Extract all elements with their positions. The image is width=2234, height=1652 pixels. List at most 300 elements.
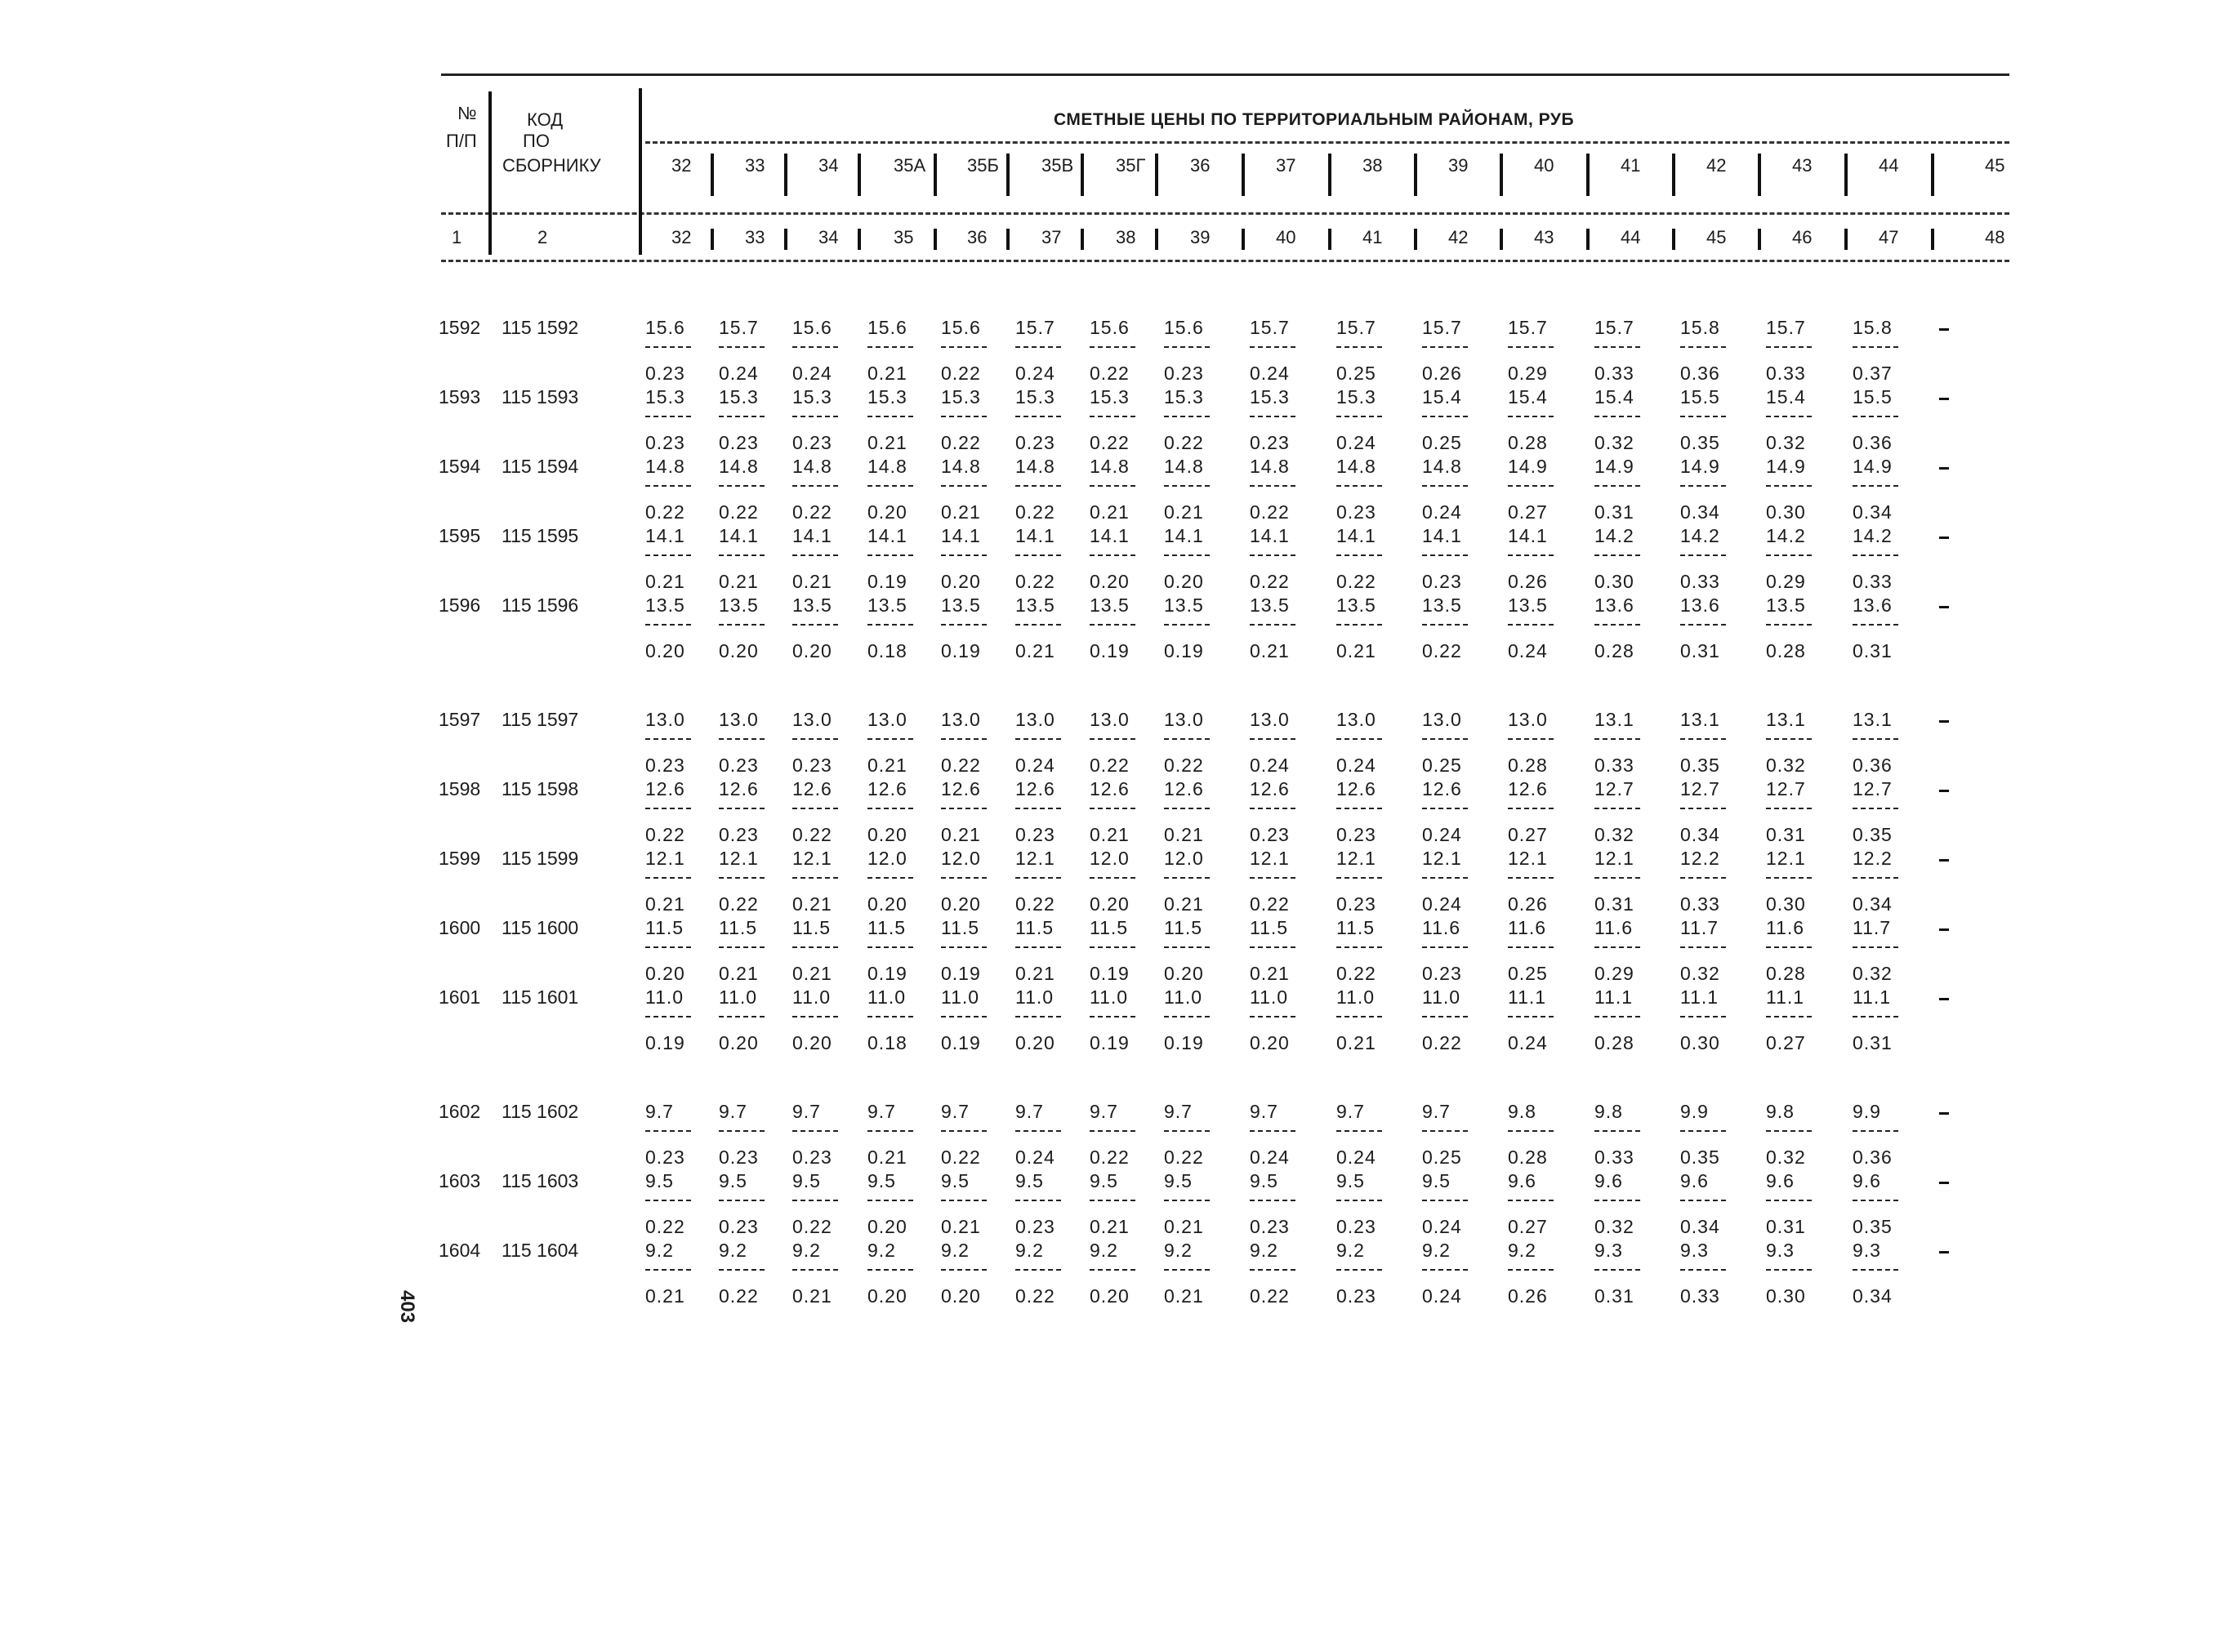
header-divider: [1931, 178, 1934, 196]
transport-value: 0.22: [941, 1147, 981, 1168]
price-value: 9.6: [1680, 1170, 1709, 1191]
transport-value: 0.33: [1680, 1285, 1720, 1307]
fraction-line: [1090, 738, 1135, 740]
empty-cell-dash: [1939, 398, 1949, 400]
transport-value: 0.23: [645, 755, 685, 776]
price-value: 11.1: [1508, 986, 1547, 1008]
fraction-line: [1853, 416, 1898, 417]
col-number: 41: [1362, 227, 1383, 247]
fraction-line: [1090, 346, 1135, 348]
transport-value: 0.21: [1015, 640, 1055, 661]
fraction-line: [1164, 877, 1210, 879]
transport-value: 0.24: [1422, 824, 1462, 845]
transport-value: 0.21: [792, 963, 832, 984]
fraction-line: [1853, 485, 1898, 487]
row-code: 115 1594: [502, 456, 579, 477]
transport-value: 0.32: [1766, 432, 1806, 453]
price-value: 15.8: [1853, 317, 1893, 338]
price-value: 14.1: [867, 525, 907, 546]
fraction-line: [645, 1130, 691, 1132]
fraction-line: [1015, 485, 1061, 487]
price-value: 9.5: [1250, 1170, 1278, 1191]
fraction-line: [1336, 1269, 1382, 1271]
transport-value: 0.35: [1680, 432, 1720, 453]
transport-value: 0.20: [941, 893, 981, 915]
transport-value: 0.20: [719, 1032, 759, 1053]
fraction-line: [1090, 1016, 1135, 1017]
header-divider: [1844, 178, 1848, 196]
price-value: 14.9: [1508, 456, 1548, 477]
transport-value: 0.22: [1250, 1285, 1290, 1307]
transport-value: 0.21: [719, 963, 759, 984]
header-divider: [784, 178, 787, 196]
fraction-line: [1766, 554, 1812, 556]
price-value: 13.0: [1015, 709, 1055, 730]
price-value: 14.2: [1766, 525, 1806, 546]
price-value: 9.5: [1164, 1170, 1193, 1191]
transport-value: 0.22: [1090, 363, 1130, 384]
region-label: 38: [1362, 155, 1383, 176]
price-value: 13.5: [1015, 594, 1055, 616]
transport-value: 0.24: [1250, 363, 1290, 384]
fraction-line: [719, 738, 765, 740]
price-value: 15.3: [719, 386, 759, 407]
header-divider: [1931, 229, 1934, 250]
header-mid-rule: [441, 212, 2009, 215]
transport-value: 0.23: [645, 1147, 685, 1168]
transport-value: 0.21: [1164, 501, 1204, 523]
fraction-line: [1336, 808, 1382, 809]
row-code: 115 1597: [502, 709, 579, 730]
price-value: 11.5: [1250, 917, 1289, 938]
fraction-line: [719, 485, 765, 487]
fraction-line: [792, 554, 838, 556]
price-value: 14.1: [792, 525, 832, 546]
col-number: 44: [1621, 227, 1641, 247]
price-value: 12.1: [1015, 848, 1055, 869]
empty-cell-dash: [1939, 1251, 1949, 1253]
transport-value: 0.36: [1853, 755, 1893, 776]
price-value: 15.3: [1336, 386, 1376, 407]
fraction-line: [867, 1269, 913, 1271]
row-number: 1597: [439, 709, 481, 730]
price-value: 12.6: [792, 778, 832, 799]
price-value: 9.7: [1090, 1101, 1118, 1122]
price-value: 9.8: [1594, 1101, 1623, 1122]
price-value: 14.2: [1680, 525, 1720, 546]
transport-value: 0.21: [1164, 1285, 1204, 1307]
price-value: 13.1: [1594, 709, 1634, 730]
col-number: 46: [1792, 227, 1813, 247]
fraction-line: [1250, 554, 1295, 556]
fraction-line: [792, 877, 838, 879]
transport-value: 0.31: [1594, 501, 1634, 523]
transport-value: 0.33: [1594, 755, 1634, 776]
price-value: 9.7: [1336, 1101, 1365, 1122]
price-value: 9.5: [1422, 1170, 1451, 1191]
price-value: 9.2: [792, 1240, 821, 1261]
fraction-line: [941, 1130, 987, 1132]
col-number: 36: [967, 227, 988, 247]
header-divider: [858, 154, 861, 178]
transport-value: 0.23: [1250, 824, 1290, 845]
fraction-line: [792, 485, 838, 487]
transport-value: 0.20: [1090, 1285, 1130, 1307]
price-value: 11.6: [1422, 917, 1461, 938]
fraction-line: [1250, 485, 1295, 487]
header-divider: [858, 229, 861, 250]
price-value: 13.0: [645, 709, 685, 730]
header-divider: [1500, 154, 1503, 178]
fraction-line: [792, 1200, 838, 1201]
price-value: 14.8: [941, 456, 981, 477]
transport-value: 0.23: [1422, 963, 1462, 984]
fraction-line: [792, 1016, 838, 1017]
transport-value: 0.22: [941, 755, 981, 776]
fraction-line: [1250, 416, 1295, 417]
transport-value: 0.24: [1250, 755, 1290, 776]
transport-value: 0.32: [1594, 1216, 1634, 1237]
price-value: 12.0: [1164, 848, 1204, 869]
transport-value: 0.26: [1508, 1285, 1548, 1307]
transport-value: 0.24: [1422, 501, 1462, 523]
price-value: 13.6: [1680, 594, 1720, 616]
transport-value: 0.36: [1853, 432, 1893, 453]
price-value: 9.5: [792, 1170, 821, 1191]
transport-value: 0.32: [1766, 755, 1806, 776]
transport-value: 0.21: [792, 893, 832, 915]
header-divider: [1414, 229, 1417, 250]
fraction-line: [1090, 1130, 1135, 1132]
empty-cell-dash: [1939, 537, 1949, 539]
fraction-line: [1680, 877, 1726, 879]
empty-cell-dash: [1939, 859, 1949, 862]
transport-value: 0.20: [1090, 893, 1130, 915]
price-value: 12.1: [1250, 848, 1290, 869]
fraction-line: [1508, 738, 1554, 740]
price-value: 14.1: [941, 525, 981, 546]
fraction-line: [719, 554, 765, 556]
page-number: 403: [396, 1289, 419, 1324]
price-value: 13.5: [1422, 594, 1462, 616]
col-number: 34: [818, 227, 839, 247]
header-divider: [934, 178, 937, 196]
fraction-line: [1508, 946, 1554, 948]
fraction-line: [1422, 1130, 1468, 1132]
transport-value: 0.22: [719, 1285, 759, 1307]
fraction-line: [867, 738, 913, 740]
fraction-line: [1594, 1130, 1640, 1132]
transport-value: 0.24: [1250, 1147, 1290, 1168]
transport-value: 0.21: [792, 571, 832, 592]
fraction-line: [1766, 1269, 1812, 1271]
transport-value: 0.20: [1164, 963, 1204, 984]
page-title: СМЕТНЫЕ ЦЕНЫ ПО ТЕРРИТОРИАЛЬНЫМ РАЙОНАМ, РУБ: [1054, 110, 1575, 129]
transport-value: 0.23: [1015, 1216, 1055, 1237]
price-value: 9.3: [1766, 1240, 1795, 1261]
fraction-line: [1250, 946, 1295, 948]
region-label: 35В: [1041, 155, 1074, 176]
header-divider: [1006, 229, 1010, 250]
fraction-line: [1594, 1016, 1640, 1017]
price-value: 9.7: [1422, 1101, 1451, 1122]
fraction-line: [1336, 624, 1382, 626]
transport-value: 0.23: [719, 755, 759, 776]
fraction-line: [1164, 1269, 1210, 1271]
fraction-line: [1853, 624, 1898, 626]
fraction-line: [645, 946, 691, 948]
price-value: 11.1: [1766, 986, 1805, 1008]
row-code: 115 1598: [502, 778, 579, 799]
transport-value: 0.20: [941, 571, 981, 592]
empty-cell-dash: [1939, 1182, 1949, 1184]
fraction-line: [867, 346, 913, 348]
transport-value: 0.22: [1336, 571, 1376, 592]
fraction-line: [719, 1130, 765, 1132]
fraction-line: [1594, 1269, 1640, 1271]
fraction-line: [1508, 554, 1554, 556]
fraction-line: [645, 624, 691, 626]
row-number: 1602: [439, 1101, 481, 1122]
transport-value: 0.33: [1680, 893, 1720, 915]
fraction-line: [1680, 946, 1726, 948]
price-value: 9.9: [1680, 1101, 1709, 1122]
price-value: 12.1: [645, 848, 685, 869]
region-label: 40: [1534, 155, 1554, 176]
fraction-line: [792, 1130, 838, 1132]
transport-value: 0.18: [867, 1032, 907, 1053]
fraction-line: [1680, 554, 1726, 556]
row-number: 1601: [439, 986, 481, 1008]
region-label: 42: [1706, 155, 1727, 176]
transport-value: 0.23: [1336, 1216, 1376, 1237]
price-value: 13.5: [1508, 594, 1548, 616]
price-value: 11.6: [1508, 917, 1547, 938]
transport-value: 0.20: [867, 893, 907, 915]
fraction-line: [1422, 877, 1468, 879]
fraction-line: [719, 877, 765, 879]
col-num-label: №: [457, 103, 477, 123]
fraction-line: [1422, 416, 1468, 417]
transport-value: 0.19: [867, 963, 907, 984]
fraction-line: [645, 877, 691, 879]
price-value: 12.6: [1336, 778, 1376, 799]
fraction-line: [1422, 624, 1468, 626]
fraction-line: [1164, 624, 1210, 626]
fraction-line: [1680, 346, 1726, 348]
transport-value: 0.22: [1250, 571, 1290, 592]
transport-value: 0.29: [1508, 363, 1548, 384]
transport-value: 0.22: [1250, 893, 1290, 915]
price-value: 9.2: [1090, 1240, 1118, 1261]
transport-value: 0.28: [1766, 640, 1806, 661]
fraction-line: [867, 554, 913, 556]
transport-value: 0.20: [792, 640, 832, 661]
transport-value: 0.23: [792, 432, 832, 453]
transport-value: 0.22: [719, 893, 759, 915]
transport-value: 0.20: [867, 824, 907, 845]
price-value: 13.5: [867, 594, 907, 616]
transport-value: 0.27: [1508, 1216, 1548, 1237]
transport-value: 0.33: [1853, 571, 1893, 592]
fraction-line: [645, 346, 691, 348]
price-value: 12.1: [1508, 848, 1548, 869]
header-divider: [858, 178, 861, 196]
price-value: 14.1: [1422, 525, 1462, 546]
fraction-line: [645, 554, 691, 556]
fraction-line: [792, 416, 838, 417]
transport-value: 0.31: [1594, 1285, 1634, 1307]
price-value: 12.2: [1853, 848, 1893, 869]
fraction-line: [1090, 877, 1135, 879]
price-value: 11.5: [867, 917, 907, 938]
fraction-line: [1015, 738, 1061, 740]
fraction-line: [1164, 485, 1210, 487]
price-value: 13.0: [1336, 709, 1376, 730]
fraction-line: [1015, 946, 1061, 948]
fraction-line: [1422, 485, 1468, 487]
row-number: 1599: [439, 848, 481, 869]
row-number: 1594: [439, 456, 481, 477]
transport-value: 0.22: [1164, 755, 1204, 776]
header-divider: [1844, 229, 1848, 250]
price-value: 11.0: [1164, 986, 1203, 1008]
row-number: 1592: [439, 317, 481, 338]
transport-value: 0.19: [1090, 963, 1130, 984]
price-value: 13.0: [941, 709, 981, 730]
fraction-line: [1090, 946, 1135, 948]
row-code: 115 1604: [502, 1240, 579, 1261]
fraction-line: [1336, 946, 1382, 948]
empty-cell-dash: [1939, 790, 1949, 792]
region-label: 32: [671, 155, 692, 176]
transport-value: 0.35: [1853, 1216, 1893, 1237]
price-value: 13.0: [1508, 709, 1548, 730]
price-value: 15.3: [1250, 386, 1290, 407]
fraction-line: [1766, 624, 1812, 626]
top-rule: [441, 73, 2009, 76]
transport-value: 0.30: [1766, 501, 1806, 523]
fraction-line: [1164, 554, 1210, 556]
transport-value: 0.21: [1164, 824, 1204, 845]
fraction-line: [1680, 485, 1726, 487]
transport-value: 0.22: [645, 824, 685, 845]
region-label: 35Б: [967, 155, 999, 176]
fraction-line: [1508, 877, 1554, 879]
price-value: 15.4: [1508, 386, 1548, 407]
price-value: 9.2: [1250, 1240, 1278, 1261]
price-value: 15.6: [867, 317, 907, 338]
transport-value: 0.28: [1508, 755, 1548, 776]
fraction-line: [867, 416, 913, 417]
fraction-line: [1853, 946, 1898, 948]
region-label: 45: [1985, 155, 2005, 176]
transport-value: 0.21: [645, 893, 685, 915]
price-value: 11.6: [1594, 917, 1634, 938]
empty-cell-dash: [1939, 1112, 1949, 1115]
fraction-line: [1336, 346, 1382, 348]
transport-value: 0.21: [1250, 963, 1290, 984]
price-value: 13.5: [1250, 594, 1290, 616]
price-value: 9.2: [1015, 1240, 1044, 1261]
transport-value: 0.20: [1250, 1032, 1290, 1053]
region-label: 33: [745, 155, 765, 176]
price-value: 9.2: [719, 1240, 747, 1261]
price-value: 11.5: [1164, 917, 1203, 938]
price-value: 13.0: [1090, 709, 1130, 730]
col-number: 39: [1190, 227, 1211, 247]
price-value: 14.1: [1250, 525, 1290, 546]
col-number: 33: [745, 227, 765, 247]
price-value: 9.6: [1594, 1170, 1623, 1191]
transport-value: 0.36: [1853, 1147, 1893, 1168]
fraction-line: [1766, 485, 1812, 487]
price-value: 11.0: [1250, 986, 1289, 1008]
price-value: 14.8: [867, 456, 907, 477]
transport-value: 0.23: [1015, 824, 1055, 845]
header-divider: [1328, 178, 1331, 196]
col-code-label-2: ПО: [523, 131, 550, 151]
price-value: 9.7: [941, 1101, 970, 1122]
price-value: 11.5: [1015, 917, 1055, 938]
header-divider: [1155, 178, 1158, 196]
price-value: 12.6: [1015, 778, 1055, 799]
transport-value: 0.28: [1594, 640, 1634, 661]
col-code-label: КОД: [527, 109, 564, 130]
fraction-line: [1250, 1269, 1295, 1271]
col-number: 43: [1534, 227, 1554, 247]
price-value: 11.0: [1336, 986, 1376, 1008]
transport-value: 0.21: [941, 824, 981, 845]
fraction-line: [719, 416, 765, 417]
price-value: 15.6: [792, 317, 832, 338]
col-number-1: 1: [452, 227, 462, 247]
col-number: 37: [1041, 227, 1062, 247]
price-value: 15.7: [1250, 317, 1290, 338]
header-divider: [711, 154, 714, 178]
transport-value: 0.19: [867, 571, 907, 592]
header-divider: [1414, 178, 1417, 196]
fraction-line: [719, 346, 765, 348]
transport-value: 0.21: [1015, 963, 1055, 984]
fraction-line: [645, 416, 691, 417]
header-divider: [488, 91, 492, 255]
price-value: 12.7: [1853, 778, 1893, 799]
fraction-line: [645, 808, 691, 809]
transport-value: 0.22: [1015, 1285, 1055, 1307]
price-value: 14.8: [719, 456, 759, 477]
fraction-line: [1422, 346, 1468, 348]
price-value: 13.5: [645, 594, 685, 616]
fraction-line: [941, 416, 987, 417]
price-value: 15.7: [1508, 317, 1548, 338]
price-value: 11.5: [719, 917, 758, 938]
transport-value: 0.28: [1508, 1147, 1548, 1168]
fraction-line: [941, 624, 987, 626]
price-value: 9.5: [1336, 1170, 1365, 1191]
col-number: 32: [671, 227, 692, 247]
price-value: 9.7: [867, 1101, 896, 1122]
transport-value: 0.35: [1853, 824, 1893, 845]
transport-value: 0.21: [645, 1285, 685, 1307]
transport-value: 0.20: [645, 640, 685, 661]
fraction-line: [645, 1016, 691, 1017]
row-number: 1603: [439, 1170, 481, 1191]
price-value: 14.1: [645, 525, 685, 546]
price-value: 9.6: [1766, 1170, 1795, 1191]
price-value: 9.2: [645, 1240, 674, 1261]
transport-value: 0.21: [867, 1147, 907, 1168]
